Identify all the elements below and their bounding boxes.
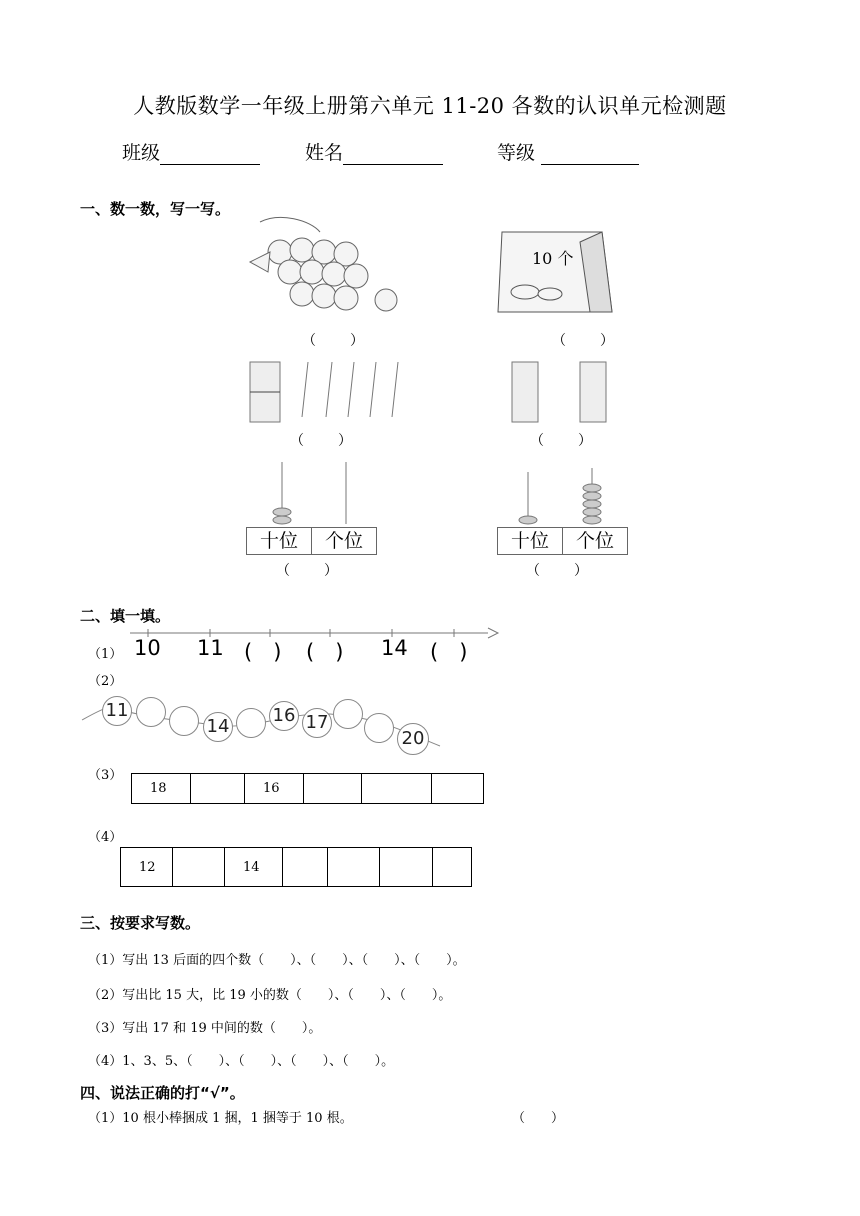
- name-field[interactable]: [305, 138, 443, 165]
- bead-5[interactable]: [236, 708, 266, 738]
- name-blank[interactable]: [343, 146, 443, 165]
- grapes-icon: [250, 217, 397, 311]
- tens-label-left: 十位: [246, 527, 312, 555]
- q2-4-label: （4）: [88, 830, 123, 845]
- page-title: 人教版数学一年级上册第六单元 11-20 各数的认识单元检测题: [133, 94, 727, 118]
- row3-cell-1: 18: [132, 774, 191, 804]
- answer-blank-abacus-left[interactable]: （ ）: [276, 563, 340, 579]
- q4-1-answer-blank[interactable]: （ ）: [512, 1111, 565, 1126]
- bead-3[interactable]: [169, 706, 199, 736]
- row4-cell-6[interactable]: [380, 848, 433, 887]
- q2-3-label: （3）: [88, 768, 123, 783]
- two-bundles-icon: [512, 362, 606, 422]
- q2-2-label: （2）: [88, 674, 123, 689]
- number-line-blank-2[interactable]: ( ): [306, 640, 344, 664]
- answer-blank-sticks[interactable]: （ ）: [290, 433, 354, 449]
- section-4-heading: 四、说法正确的打“√”。: [80, 1084, 245, 1102]
- name-label: 姓名: [305, 142, 344, 164]
- row3-cell-3: 16: [245, 774, 304, 804]
- answer-blank-grapes[interactable]: （ ）: [302, 333, 366, 349]
- row4-cell-7[interactable]: [433, 848, 472, 887]
- q3-3[interactable]: （3）写出 17 和 19 中间的数（ ）。: [88, 1021, 322, 1036]
- bead-8[interactable]: [333, 699, 363, 729]
- bead-4: 14: [203, 712, 233, 742]
- row3-cell-4[interactable]: [304, 774, 362, 804]
- grade-blank[interactable]: [541, 146, 639, 165]
- row4-cell-5[interactable]: [328, 848, 380, 887]
- tens-label-right: 十位: [497, 527, 563, 555]
- number-row-3: [131, 773, 484, 804]
- row4-cell-3: 14: [225, 848, 283, 887]
- bead-2[interactable]: [136, 697, 166, 727]
- number-line-tick-14: 14: [381, 636, 408, 660]
- class-label: 班级: [122, 142, 161, 164]
- number-line-blank-1[interactable]: ( ): [244, 640, 282, 664]
- bead-1: 11: [102, 696, 132, 726]
- ones-label-right: 个位: [562, 527, 628, 555]
- class-field[interactable]: [122, 138, 260, 165]
- q3-4[interactable]: （4）1、3、5、（ ）、（ ）、（ ）、（ ）。: [88, 1054, 395, 1069]
- bead-7: 17: [302, 708, 332, 738]
- row3-cell-6[interactable]: [432, 774, 484, 804]
- row4-cell-2[interactable]: [173, 848, 225, 887]
- row4-cell-1: 12: [121, 848, 173, 887]
- class-blank[interactable]: [160, 146, 260, 165]
- row3-cell-5[interactable]: [362, 774, 432, 804]
- bag-label: 10 个: [532, 249, 574, 268]
- row3-cell-2[interactable]: [191, 774, 245, 804]
- grade-label: 等级: [497, 142, 536, 164]
- bead-6: 16: [269, 701, 299, 731]
- abacus-left-icon: [273, 462, 346, 524]
- q3-2[interactable]: （2）写出比 15 大，比 19 小的数（ ）、（ ）、（ ）。: [88, 988, 452, 1003]
- section-2-heading: 二、填一填。: [80, 607, 171, 625]
- number-line-tick-10: 10: [134, 636, 161, 660]
- stick-bundle-icon: [250, 362, 398, 422]
- number-row-4: [120, 847, 472, 887]
- answer-blank-bag[interactable]: （ ）: [552, 333, 616, 349]
- answer-blank-bundles[interactable]: （ ）: [530, 433, 594, 449]
- section-3-heading: 三、按要求写数。: [80, 914, 201, 932]
- q3-1[interactable]: （1）写出 13 后面的四个数（ ）、（ ）、（ ）、（ ）。: [88, 953, 466, 968]
- grade-field[interactable]: [497, 138, 639, 165]
- bead-10: 20: [397, 723, 429, 755]
- bead-9[interactable]: [364, 713, 394, 743]
- answer-blank-abacus-right[interactable]: （ ）: [526, 563, 590, 579]
- row4-cell-4[interactable]: [283, 848, 328, 887]
- abacus-right-icon: [519, 468, 601, 524]
- candy-bag-icon: [498, 232, 612, 312]
- number-line-blank-3[interactable]: ( ): [430, 640, 468, 664]
- q4-1: （1）10 根小棒捆成 1 捆，1 捆等于 10 根。: [88, 1111, 353, 1126]
- section-1-heading: 一、数一数，写一写。: [80, 200, 231, 218]
- number-line-tick-11: 11: [197, 636, 224, 660]
- ones-label-left: 个位: [311, 527, 377, 555]
- q2-1-label: （1）: [88, 647, 123, 662]
